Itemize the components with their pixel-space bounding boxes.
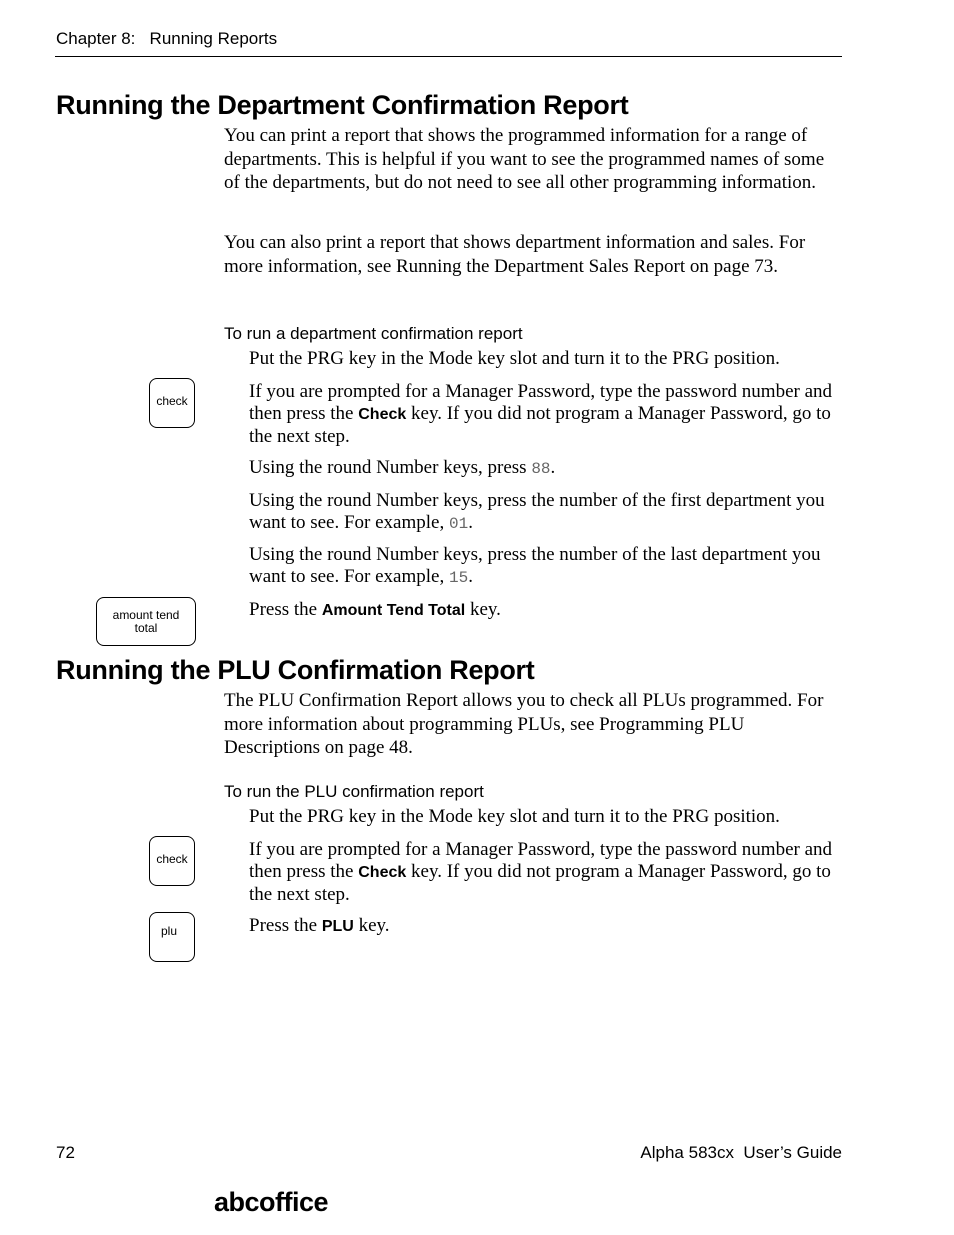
amount-key-label-line2: total xyxy=(134,621,158,635)
running-head: Chapter 8: Running Reports xyxy=(56,29,278,48)
section-heading-department-confirmation: Running the Department Confirmation Report xyxy=(56,90,629,120)
dept-step-6: Press the Amount Tend Total key. xyxy=(249,599,501,620)
check-key-icon xyxy=(149,378,195,428)
check-key-label: check xyxy=(156,852,188,866)
dept-step-4: Using the round Number keys, press the number of the first department you want to see. For example, 01. xyxy=(249,490,825,533)
brand-logo: abcoffice xyxy=(214,1187,329,1217)
key-sequence-88: 88 xyxy=(531,460,551,478)
check-key-icon xyxy=(149,836,195,886)
dept-step-1: Put the PRG key in the Mode key slot and turn it to the PRG position. xyxy=(249,348,780,369)
procedure-title-department: To run a department confirmation report xyxy=(224,324,523,343)
section1-intro-paragraph: You can print a report that shows the programmed information for a range of departments. This is helpful if you want to see the programmed names of some of the departments, but do not need to see all other programming information. xyxy=(224,125,825,193)
procedure-title-plu: To run the PLU confirmation report xyxy=(224,782,484,801)
amount-tend-total-key-name: Amount Tend Total xyxy=(321,602,466,619)
dept-step-5: Using the round Number keys, press the number of the last department you want to see. For example, 15. xyxy=(249,544,821,587)
plu-key-label: plu xyxy=(160,924,177,938)
check-key-name: Check xyxy=(358,406,407,423)
check-key-name: Check xyxy=(358,864,407,881)
plu-step-2: If you are prompted for a Manager Password, type the password number and then press the Check key. If you did not program a Manager Password, go to the next step. xyxy=(249,839,833,905)
check-key-label: check xyxy=(156,394,188,408)
example-first-department: 01 xyxy=(448,515,469,533)
page-number: 72 xyxy=(56,1143,75,1162)
plu-key-icon xyxy=(149,912,195,962)
plu-key-name: PLU xyxy=(321,918,354,935)
section2-intro-paragraph: The PLU Confirmation Report allows you to check all PLUs programmed. For more information about programming PLUs, see Programming PLU Descriptions on page 48. xyxy=(224,690,824,758)
plu-step-3: Press the PLU key. xyxy=(249,915,390,936)
header-rule xyxy=(55,56,842,57)
example-last-department: 15 xyxy=(448,569,469,587)
amount-key-label-line1: amount tend xyxy=(112,608,180,622)
plu-step-1: Put the PRG key in the Mode key slot and turn it to the PRG position. xyxy=(249,806,780,827)
section1-sales-report-paragraph: You can also print a report that shows department information and sales. For more information, see Running the Department Sales Report on page 73. xyxy=(224,232,806,277)
dept-step-3: Using the round Number keys, press 88. xyxy=(249,457,556,478)
dept-step-2: If you are prompted for a Manager Password, type the password number and then press the Check key. If you did not program a Manager Password, go to the next step. xyxy=(249,381,833,447)
section-heading-plu-confirmation: Running the PLU Confirmation Report xyxy=(56,655,535,685)
amount-tend-total-key-icon xyxy=(96,597,196,646)
guide-title: Alpha 583cx User’s Guide xyxy=(640,1143,842,1162)
